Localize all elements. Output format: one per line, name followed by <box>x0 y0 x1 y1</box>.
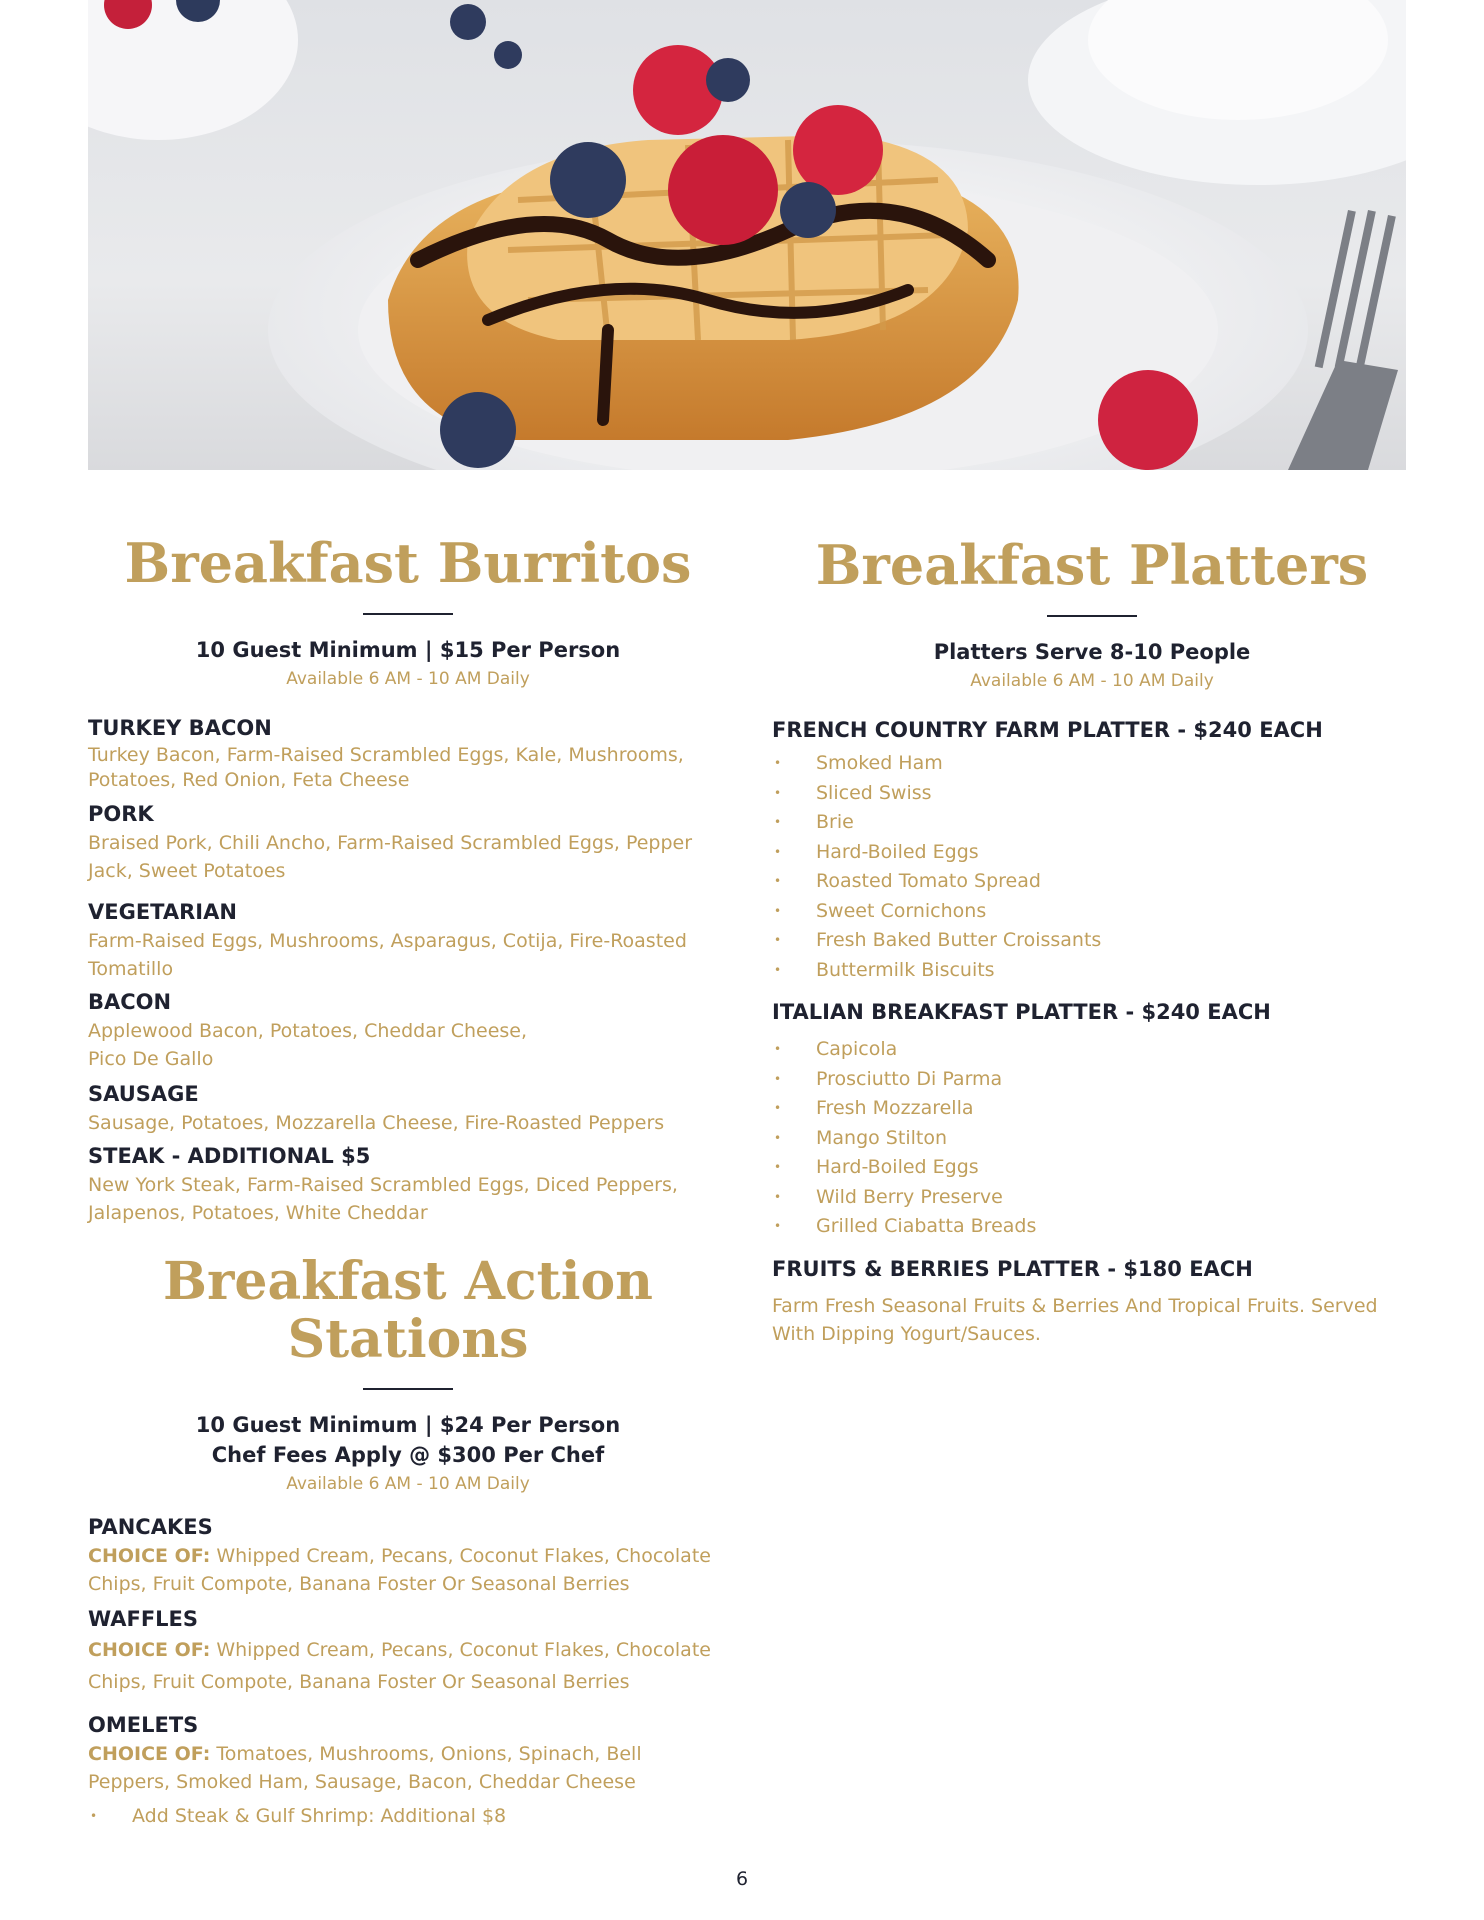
menu-item-name: WAFFLES <box>88 1606 199 1631</box>
list-item-text: Roasted Tomato Spread <box>816 870 1041 893</box>
bullet-icon: • <box>774 962 782 977</box>
list-item-text: Smoked Ham <box>816 752 943 775</box>
list-item-text: Sliced Swiss <box>816 781 932 804</box>
menu-item <box>88 1606 728 1698</box>
bullet-icon: • <box>774 785 782 800</box>
menu-item-description: Turkey Bacon, Farm-Raised Scrambled Eggs, Kale, Mushrooms, Potatoes, Red Onion, Feta Cheese <box>88 744 684 792</box>
menu-item-name: SAUSAGE <box>88 1082 199 1107</box>
list-item <box>772 867 1412 897</box>
italian-platter-items <box>772 1035 1412 1242</box>
list-item <box>772 1183 1412 1213</box>
burritos-subtitle: 10 Guest Minimum | $15 Per Person <box>195 638 621 663</box>
menu-item-name: OMELETS <box>88 1712 199 1737</box>
french-platter-items <box>772 749 1412 985</box>
choice-options: Tomatoes, Mushrooms, Onions, Spinach, Bell Peppers, Smoked Ham, Sausage, Bacon, Cheddar Cheese <box>88 1742 642 1793</box>
fruits-platter <box>772 1256 1412 1348</box>
menu-item-name: PORK <box>88 802 154 827</box>
french-platter <box>772 717 1412 985</box>
bullet-icon: • <box>774 1189 782 1204</box>
list-item <box>772 838 1412 868</box>
list-item <box>772 1065 1412 1095</box>
platter-name: ITALIAN BREAKFAST PLATTER - $240 EACH <box>772 1000 1271 1025</box>
menu-item-description <box>88 1542 728 1598</box>
stations-list <box>88 1514 728 1832</box>
omelet-addon-text: Add Steak & Gulf Shrimp: Additional $8 <box>132 1804 507 1827</box>
bullet-icon: • <box>774 874 782 889</box>
list-item-text: Grilled Ciabatta Breads <box>816 1215 1037 1238</box>
list-item-text: Prosciutto Di Parma <box>816 1067 1003 1090</box>
burritos-title: Breakfast Burritos <box>124 531 692 595</box>
menu-item <box>88 715 728 793</box>
list-item <box>772 808 1412 838</box>
stations-divider <box>363 1388 453 1390</box>
platters-title: Breakfast Platters <box>815 533 1369 597</box>
bullet-icon: • <box>774 844 782 859</box>
list-item-text: Wild Berry Preserve <box>816 1185 1003 1208</box>
list-item <box>772 956 1412 986</box>
burritos-availability: Available 6 AM - 10 AM Daily <box>286 669 530 690</box>
menu-item-name: VEGETARIAN <box>88 900 237 925</box>
waffle-photo-illustration <box>88 0 1406 470</box>
burritos-divider <box>363 613 453 615</box>
list-item-text: Hard-Boiled Eggs <box>816 840 979 863</box>
list-item-text: Buttermilk Biscuits <box>816 958 995 981</box>
platter-name: FRENCH COUNTRY FARM PLATTER - $240 EACH <box>772 718 1323 743</box>
bullet-icon: • <box>774 1042 782 1057</box>
list-item <box>772 1094 1412 1124</box>
menu-item <box>88 989 728 1073</box>
list-item-text: Fresh Baked Butter Croissants <box>816 929 1102 952</box>
burritos-list <box>88 715 728 1227</box>
stations-title: Breakfast Action Stations <box>163 1251 653 1370</box>
stations-subtitle-1: 10 Guest Minimum | $24 Per Person <box>195 1412 621 1437</box>
menu-item-description: Applewood Bacon, Potatoes, Cheddar Cheese, Pico De Gallo <box>88 1020 528 1071</box>
omelet-addon-list <box>88 1802 728 1832</box>
list-item-text: Capicola <box>816 1038 898 1061</box>
page-number: 6 <box>735 1868 749 1890</box>
platters-availability: Available 6 AM - 10 AM Daily <box>970 671 1214 692</box>
stations-availability: Available 6 AM - 10 AM Daily <box>286 1473 530 1494</box>
bullet-icon: • <box>774 1130 782 1145</box>
list-item-text: Mango Stilton <box>816 1126 947 1149</box>
bullet-icon: • <box>774 1071 782 1086</box>
menu-item <box>88 1514 728 1598</box>
menu-item-name: PANCAKES <box>88 1514 213 1539</box>
list-item <box>772 1153 1412 1183</box>
list-item-text: Hard-Boiled Eggs <box>816 1156 979 1179</box>
menu-item-description: Sausage, Potatoes, Mozzarella Cheese, Fire-Roasted Peppers <box>88 1112 665 1135</box>
list-item <box>772 1124 1412 1154</box>
bullet-icon: • <box>774 1219 782 1234</box>
platter-name: FRUITS & BERRIES PLATTER - $180 EACH <box>772 1256 1253 1281</box>
platters-divider <box>1047 615 1137 617</box>
list-item <box>88 1802 728 1832</box>
menu-item <box>88 801 728 885</box>
bullet-icon: • <box>774 933 782 948</box>
bullet-icon: • <box>774 756 782 771</box>
menu-item <box>88 899 728 983</box>
bullet-icon: • <box>774 1101 782 1116</box>
menu-item-name: STEAK - ADDITIONAL $5 <box>88 1144 371 1169</box>
hero-image <box>88 0 1406 470</box>
menu-item-description <box>88 1634 728 1698</box>
list-item-text: Fresh Mozzarella <box>816 1097 974 1120</box>
bullet-icon: • <box>774 1160 782 1175</box>
list-item <box>772 1212 1412 1242</box>
menu-item-name: BACON <box>88 990 172 1015</box>
choice-label: CHOICE OF: <box>88 1638 211 1661</box>
bullet-icon: • <box>774 815 782 830</box>
list-item <box>772 926 1412 956</box>
menu-item-description <box>88 1740 728 1796</box>
list-item <box>772 897 1412 927</box>
menu-item <box>88 1081 728 1137</box>
bullet-icon: • <box>774 903 782 918</box>
left-column <box>88 520 728 1831</box>
italian-platter <box>772 999 1412 1242</box>
list-item <box>772 749 1412 779</box>
choice-label: CHOICE OF: <box>88 1544 211 1567</box>
list-item <box>772 1035 1412 1065</box>
list-item-text: Sweet Cornichons <box>816 899 987 922</box>
choice-options: Whipped Cream, Pecans, Coconut Flakes, Chocolate Chips, Fruit Compote, Banana Foster Or Seasonal Berries <box>88 1544 711 1595</box>
menu-item-description: Farm-Raised Eggs, Mushrooms, Asparagus, Cotija, Fire-Roasted Tomatillo <box>88 930 687 981</box>
menu-item-description: Braised Pork, Chili Ancho, Farm-Raised Scrambled Eggs, Pepper Jack, Sweet Potatoes <box>88 832 693 883</box>
list-item <box>772 779 1412 809</box>
menu-item-name: TURKEY BACON <box>88 716 272 741</box>
platters-subtitle: Platters Serve 8-10 People <box>933 640 1251 665</box>
list-item-text: Brie <box>816 811 854 834</box>
right-column <box>772 520 1412 1348</box>
choice-options: Whipped Cream, Pecans, Coconut Flakes, Chocolate Chips, Fruit Compote, Banana Foster Or Seasonal Berries <box>88 1638 711 1693</box>
bullet-icon: • <box>90 1808 98 1823</box>
menu-item <box>88 1712 728 1832</box>
menu-item-description: New York Steak, Farm-Raised Scrambled Eggs, Diced Peppers, Jalapenos, Potatoes, White Cheddar <box>88 1174 678 1225</box>
platter-description: Farm Fresh Seasonal Fruits & Berries And Tropical Fruits. Served With Dipping Yogurt/Sauces. <box>772 1294 1378 1345</box>
menu-item <box>88 1143 728 1227</box>
choice-label: CHOICE OF: <box>88 1742 211 1765</box>
stations-subtitle-2: Chef Fees Apply @ $300 Per Chef <box>211 1442 605 1467</box>
